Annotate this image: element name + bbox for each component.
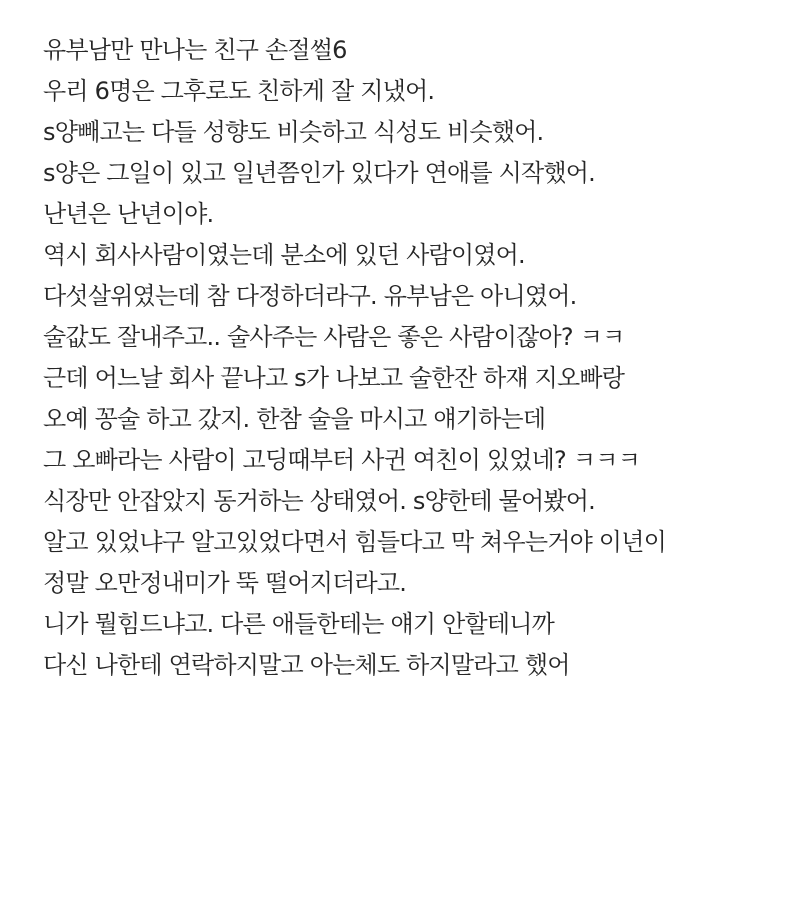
text-line: 식장만 안잡았지 동거하는 상태였어. s양한테 물어봤어. <box>43 487 595 515</box>
text-line: 그 오빠라는 사람이 고딩때부터 사귄 여친이 있었네? ㅋㅋㅋ <box>43 446 640 474</box>
text-line: 다섯살위였는데 참 다정하더라구. 유부남은 아니였어. <box>43 282 577 310</box>
text-line: 근데 어느날 회사 끝나고 s가 나보고 술한잔 하쟤 지오빠랑 <box>43 364 625 392</box>
post-body <box>43 30 783 686</box>
text-line: 정말 오만정내미가 뚝 떨어지더라고. <box>43 569 407 597</box>
text-line: 난년은 난년이야. <box>43 200 214 228</box>
text-line: s양은 그일이 있고 일년쯤인가 있다가 연애를 시작했어. <box>43 159 595 187</box>
text-line: 다신 나한테 연락하지말고 아는체도 하지말라고 했어 <box>43 651 570 679</box>
text-line: 오예 꽁술 하고 갔지. 한참 술을 마시고 얘기하는데 <box>43 405 546 433</box>
text-line: 역시 회사사람이였는데 분소에 있던 사람이였어. <box>43 241 525 269</box>
text-line: s양빼고는 다들 성향도 비슷하고 식성도 비슷했어. <box>43 118 544 146</box>
text-line: 술값도 잘내주고.. 술사주는 사람은 좋은 사람이잖아? ㅋㅋ <box>43 323 625 351</box>
text-line: 니가 뭘힘드냐고. 다른 애들한테는 얘기 안할테니까 <box>43 610 555 638</box>
post-title: 유부남만 만나는 친구 손절썰6 <box>43 36 347 64</box>
text-line: 우리 6명은 그후로도 친하게 잘 지냈어. <box>43 77 435 105</box>
text-line: 알고 있었냐구 알고있었다면서 힘들다고 막 쳐우는거야 이년이 <box>43 528 666 556</box>
